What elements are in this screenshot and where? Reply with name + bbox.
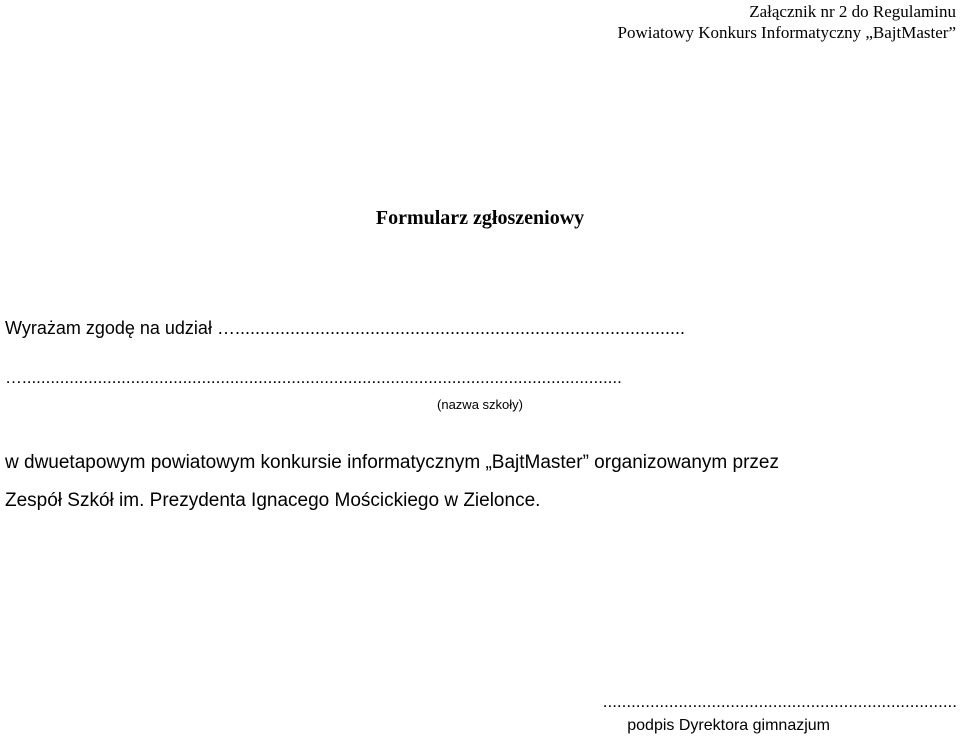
- school-name-caption: (nazwa szkoły): [437, 397, 523, 412]
- school-name-field: …...............................................................................................................................: [5, 368, 622, 387]
- description-line-2: Zespół Szkół im. Prezydenta Ignacego Mościckiego w Zielonce.: [5, 490, 541, 511]
- attachment-header: [618, 1, 957, 43]
- form-title: Formularz zgłoszeniowy: [375, 207, 585, 229]
- description-line-1: w dwuetapowym powiatowym konkursie informatycznym „BajtMaster” organizowanym przez: [5, 452, 779, 473]
- signature-field: ...........................................................................: [602, 692, 957, 711]
- consent-line: Wyrażam zgodę na udział …..........................................................................................: [5, 318, 686, 338]
- attachment-label: Załącznik nr 2 do Regulaminu: [749, 2, 956, 21]
- competition-description: [5, 444, 955, 520]
- competition-name: Powiatowy Konkurs Informatyczny „BajtMaster”: [617, 23, 956, 42]
- signature-label: podpis Dyrektora gimnazjum: [627, 717, 830, 734]
